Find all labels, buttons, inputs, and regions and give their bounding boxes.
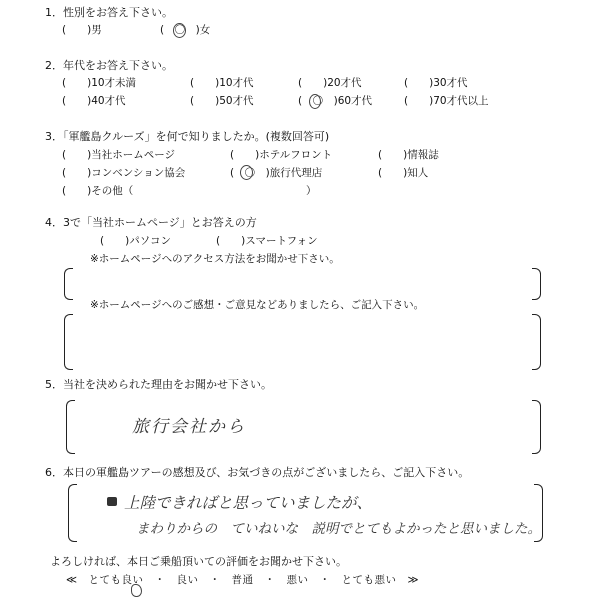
q3-title: 3．「軍艦島クルーズ」を何で知りましたか。(複数回答可) — [45, 130, 330, 143]
rating-prompt: よろしければ、本日ご乗船頂いての評価をお聞かせ下さい。 — [50, 555, 347, 568]
q4-title: 4．3で「当社ホームページ」とお答えの方 — [45, 216, 257, 229]
q2-option-40s[interactable]: ( )40才代 — [62, 95, 126, 107]
q3-option-travel-agency[interactable]: ( 〇 )旅行代理店 — [230, 167, 323, 179]
q6-handwritten-line2: まわりからの ていねいな 説明でとてもよかったと思いました。 — [136, 521, 541, 537]
q3-option-hotel-front[interactable]: ( )ホテルフロント — [230, 149, 333, 161]
q6-bracket-left — [68, 484, 77, 542]
q2-title: 2．年代をお答え下さい。 — [45, 59, 173, 72]
q5-handwritten-answer: 旅行会社から — [132, 417, 246, 437]
q3-option-other[interactable]: ( )その他（ — [62, 185, 134, 197]
rating-circle-mark — [131, 584, 142, 597]
q2-circle-mark — [309, 94, 321, 109]
q1-option-female[interactable]: ( 〇 )女 — [160, 24, 211, 36]
q3-option-acquaintance[interactable]: ( )知人 — [378, 167, 429, 179]
q3-option-convention[interactable]: ( )コンベンション協会 — [62, 167, 186, 179]
q2-option-70plus[interactable]: ( )70才代以上 — [404, 95, 489, 107]
q2-option-20s[interactable]: ( )20才代 — [298, 77, 362, 89]
q5-bracket-right — [532, 400, 541, 454]
q4-feedback-bracket-left — [64, 314, 73, 370]
q4-note-feedback: ※ホームページへのご感想・ご意見などありましたら、ご記入下さい。 — [90, 299, 425, 311]
q6-bullet-icon — [107, 497, 117, 506]
q4-feedback-bracket-right — [532, 314, 541, 370]
q5-bracket-left — [66, 400, 75, 454]
q2-option-60s[interactable]: ( 〇 )60才代 — [298, 95, 373, 107]
rating-scale[interactable]: ≪ とても良い ・ 良い ・ 普通 ・ 悪い ・ とても悪い ≫ — [66, 574, 419, 586]
q6-handwritten-line1: 上陸できればと思っていましたが、 — [124, 494, 373, 512]
q1-title: 1．性別をお答え下さい。 — [45, 6, 173, 19]
q4-option-smartphone[interactable]: ( )スマートフォン — [216, 235, 318, 247]
q4-note-access: ※ホームページへのアクセス方法をお聞かせ下さい。 — [90, 253, 340, 265]
q2-option-50s[interactable]: ( )50才代 — [190, 95, 254, 107]
q3-option-other-close: ） — [306, 185, 317, 197]
q3-circle-mark — [240, 165, 253, 180]
q4-access-bracket-left — [64, 268, 73, 300]
q2-option-under10[interactable]: ( )10才未満 — [62, 77, 137, 89]
q3-option-homepage[interactable]: ( )当社ホームページ — [62, 149, 175, 161]
q6-title: 6．本日の軍艦島ツアーの感想及び、お気づきの点がございましたら、ご記入下さい。 — [45, 466, 470, 479]
q4-option-pc[interactable]: ( )パソコン — [100, 235, 171, 247]
q1-circle-mark — [173, 23, 186, 38]
q5-title: 5．当社を決められた理由をお聞かせ下さい。 — [45, 378, 272, 391]
q1-option-male[interactable]: ( )男 — [62, 24, 102, 36]
q2-option-30s[interactable]: ( )30才代 — [404, 77, 468, 89]
q2-option-10s[interactable]: ( )10才代 — [190, 77, 254, 89]
q4-access-bracket-right — [532, 268, 541, 300]
q3-option-magazine[interactable]: ( )情報誌 — [378, 149, 439, 161]
